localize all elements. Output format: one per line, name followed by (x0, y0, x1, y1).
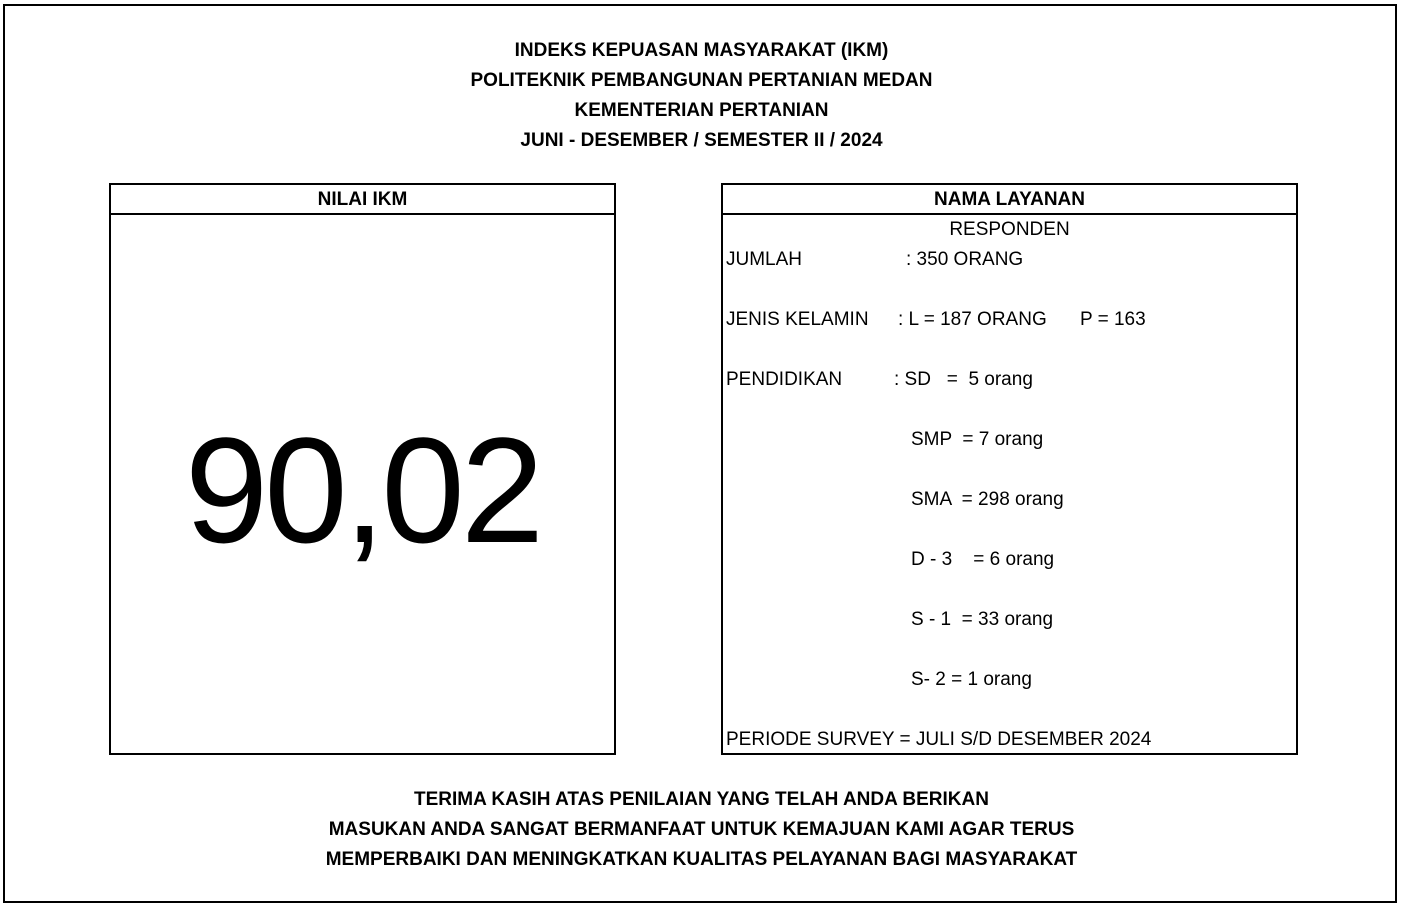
header-ministry: KEMENTERIAN PERTANIAN (574, 100, 829, 121)
header-title: INDEKS KEPUASAN MASYARAKAT (IKM) (514, 40, 889, 61)
ikm-score-box (109, 183, 616, 755)
service-box-title: NAMA LAYANAN (723, 185, 1296, 215)
respondent-total-value: : 350 ORANG (906, 249, 1024, 270)
footer-thanks: TERIMA KASIH ATAS PENILAIAN YANG TELAH ANDA BERIKAN (414, 789, 989, 810)
report-footer (0, 785, 1403, 875)
gender-female-value: P = 163 (1080, 309, 1146, 330)
education-smp-value: SMP = 7 orang (911, 429, 1044, 450)
ikm-score-value: 90,02 (184, 406, 541, 574)
service-info-box (721, 183, 1298, 755)
footer-feedback: MASUKAN ANDA SANGAT BERMANFAAT UNTUK KEMAJUAN KAMI AGAR TERUS (328, 819, 1075, 840)
education-s2-value: S- 2 = 1 orang (911, 669, 1032, 690)
gender-male-value: : L = 187 ORANG (898, 309, 1047, 330)
survey-period-text: PERIODE SURVEY = JULI S/D DESEMBER 2024 (726, 729, 1152, 750)
gender-label: JENIS KELAMIN (726, 309, 869, 330)
report-header (0, 36, 1403, 156)
education-sma-value: SMA = 298 orang (911, 489, 1064, 510)
ikm-box-title: NILAI IKM (111, 185, 614, 215)
education-label: PENDIDIKAN (726, 369, 843, 390)
respondent-heading: RESPONDEN (949, 219, 1070, 240)
education-sd-value: : SD = 5 orang (894, 369, 1033, 390)
footer-improvement: MEMPERBAIKI DAN MENINGKATKAN KUALITAS PELAYANAN BAGI MASYARAKAT (325, 849, 1078, 870)
education-d3-value: D - 3 = 6 orang (911, 549, 1055, 570)
header-period: JUNI - DESEMBER / SEMESTER II / 2024 (520, 130, 883, 151)
respondent-total-label: JUMLAH (726, 249, 803, 270)
header-institution: POLITEKNIK PEMBANGUNAN PERTANIAN MEDAN (470, 70, 933, 91)
education-s1-value: S - 1 = 33 orang (911, 609, 1054, 630)
